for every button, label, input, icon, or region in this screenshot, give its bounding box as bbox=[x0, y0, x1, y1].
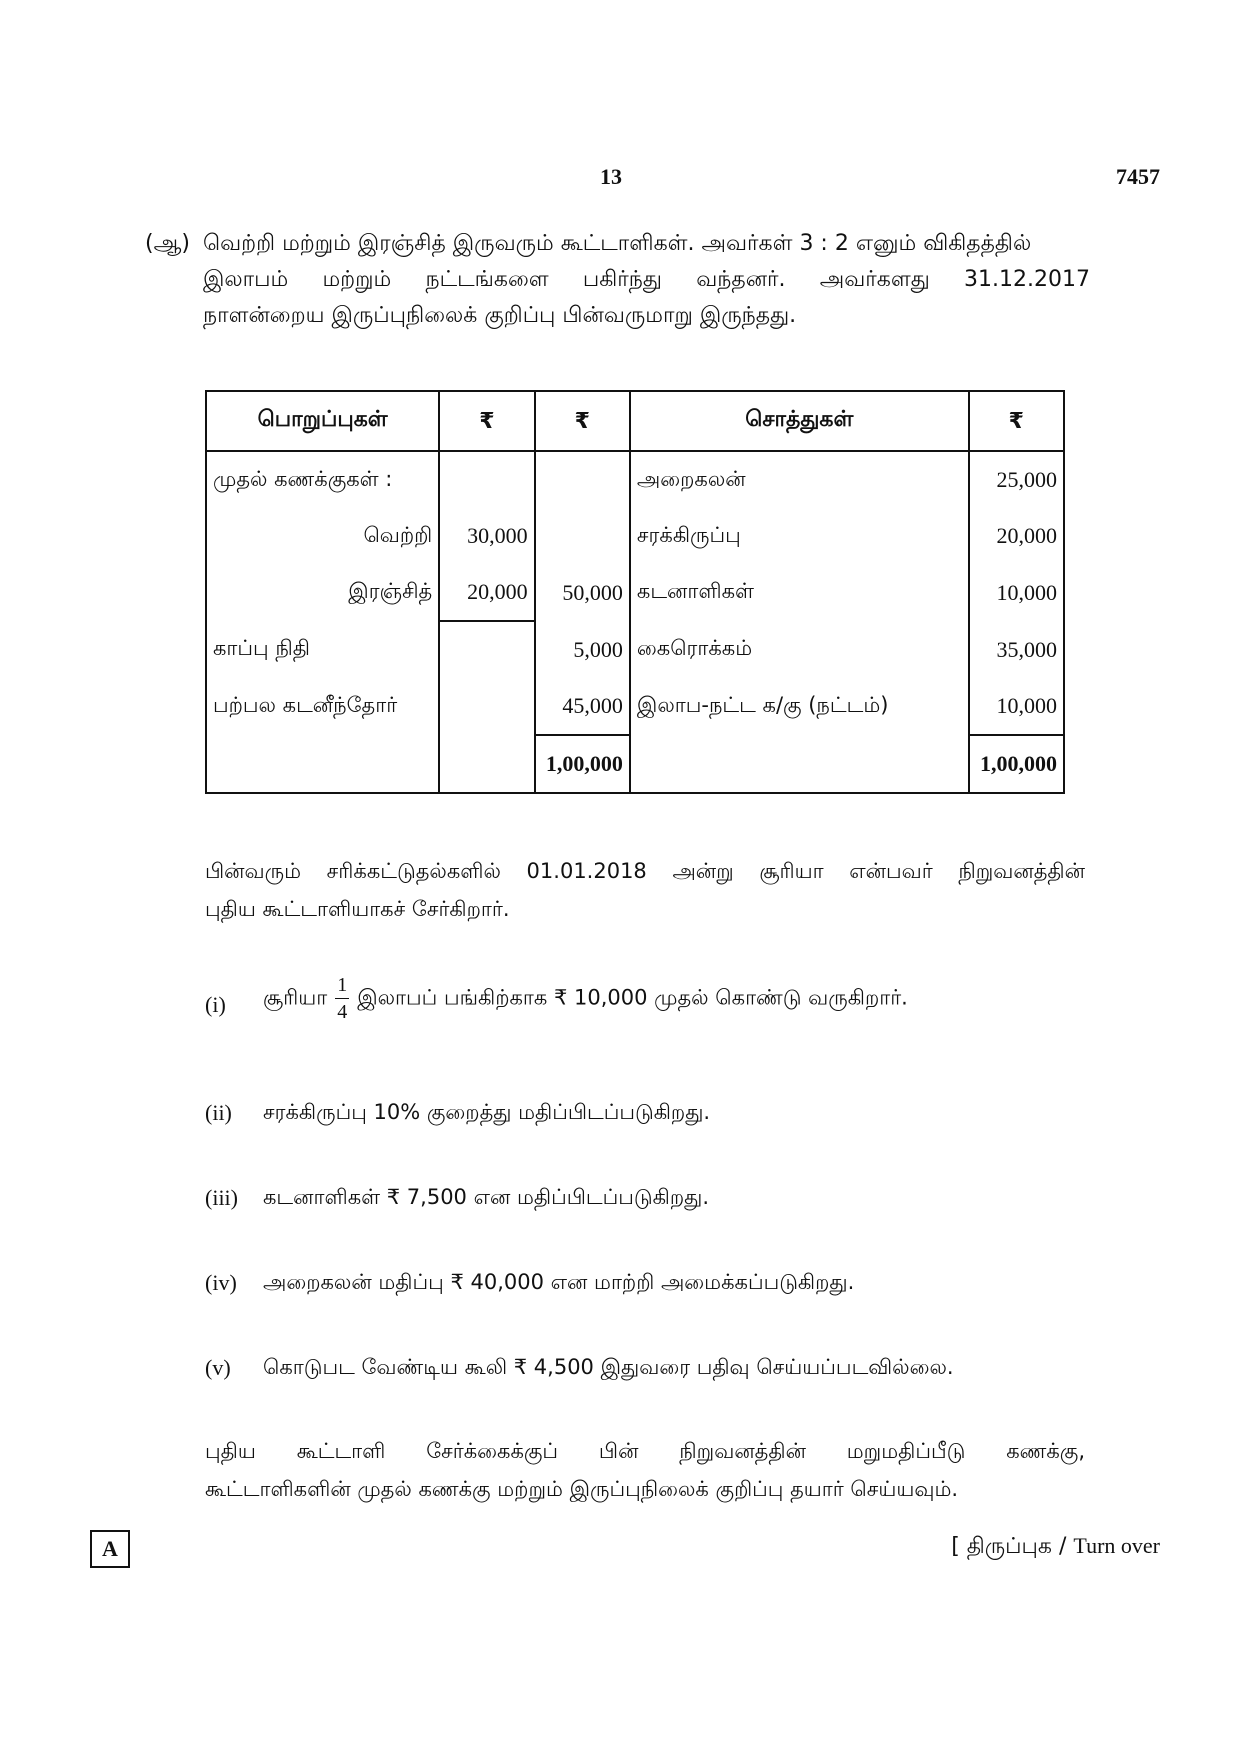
liability-cell: இரஞ்சித் bbox=[206, 564, 439, 621]
turn-over-english: Turn over bbox=[1073, 1533, 1160, 1558]
header-rupee-3: ₹ bbox=[969, 391, 1064, 451]
adjustment-text-before: சூரியா bbox=[263, 985, 328, 1010]
adjustment-text: அறைகலன் மதிப்பு ₹ 40,000 என மாற்றி அமைக்கப்படுகிறது. bbox=[263, 1270, 855, 1294]
asset-cell: கைரொக்கம் bbox=[630, 621, 969, 678]
asset-cell: அறைகலன் bbox=[630, 451, 969, 508]
adjustment-text bbox=[263, 972, 908, 1025]
asset-amount-cell: 20,000 bbox=[996, 523, 1057, 548]
table-row bbox=[206, 564, 1064, 621]
table-total-row bbox=[206, 735, 1064, 793]
fraction-numerator: 1 bbox=[335, 972, 349, 999]
asset-cell: சரக்கிருப்பு bbox=[630, 508, 969, 564]
page-number: 13 bbox=[600, 164, 622, 189]
header-assets: சொத்துகள் bbox=[630, 391, 969, 451]
fraction-denominator: 4 bbox=[337, 1001, 348, 1023]
instruction-line-1: புதிய கூட்டாளி சேர்க்கைக்குப் பின் நிறுவனத்தின் மறுமதிப்பீடு கணக்கு, bbox=[205, 1439, 1085, 1463]
liability-cell: முதல் கணக்குகள் : bbox=[206, 451, 439, 508]
header-rupee-1: ₹ bbox=[439, 391, 534, 451]
asset-amount-cell: 25,000 bbox=[996, 467, 1057, 492]
adjustment-text: சரக்கிருப்பு 10% குறைத்து மதிப்பிடப்படுகிறது. bbox=[263, 1100, 711, 1124]
table-row bbox=[206, 508, 1064, 564]
intro-line-2: இலாபம் மற்றும் நட்டங்களை பகிர்ந்து வந்தனர். அவர்களது 31.12.2017 bbox=[203, 267, 1090, 292]
asset-cell: கடனாளிகள் bbox=[630, 564, 969, 621]
amount-cell: 50,000 bbox=[535, 564, 630, 621]
paper-code: 7457 bbox=[1116, 164, 1160, 189]
asset-amount-cell: 10,000 bbox=[996, 579, 1057, 605]
empty-cell bbox=[630, 735, 969, 793]
adjustment-text: கடனாளிகள் ₹ 7,500 என மதிப்பிடப்படுகிறது. bbox=[263, 1185, 709, 1209]
intro-line-1: வெற்றி மற்றும் இரஞ்சித் இருவரும் கூட்டாளிகள். அவர்கள் 3 : 2 எனும் விகிதத்தில் bbox=[203, 231, 1032, 256]
empty-cell bbox=[439, 735, 534, 793]
liability-cell: வெற்றி bbox=[206, 508, 439, 564]
table-row bbox=[206, 678, 1064, 735]
total-assets: 1,00,000 bbox=[980, 751, 1057, 776]
amount-cell bbox=[439, 451, 534, 508]
table-header-row bbox=[206, 391, 1064, 451]
amount-cell: 5,000 bbox=[535, 621, 630, 678]
amount-cell: 20,000 bbox=[439, 564, 534, 621]
amount-cell: 45,000 bbox=[535, 678, 630, 735]
adjustment-label: (i) bbox=[205, 992, 226, 1017]
turn-over-note bbox=[951, 1533, 1160, 1562]
admission-line-2: புதிய கூட்டாளியாகச் சேர்கிறார். bbox=[205, 897, 510, 921]
table-row bbox=[206, 451, 1064, 508]
fraction bbox=[335, 972, 349, 1025]
series-box: A bbox=[90, 1530, 130, 1568]
header-rupee-2: ₹ bbox=[535, 391, 630, 451]
adjustment-label: (iii) bbox=[205, 1185, 238, 1210]
amount-cell bbox=[535, 451, 630, 508]
amount-cell bbox=[535, 508, 630, 564]
adjustment-label: (ii) bbox=[205, 1100, 232, 1125]
turn-over-tamil: [ திருப்புக / bbox=[951, 1534, 1067, 1559]
amount-cell bbox=[439, 621, 534, 678]
asset-cell: இலாப-நட்ட க/கு (நட்டம்) bbox=[630, 678, 969, 735]
intro-line-3: நாளன்றைய இருப்புநிலைக் குறிப்பு பின்வருமாறு இருந்தது. bbox=[203, 303, 797, 328]
adjustment-text: கொடுபட வேண்டிய கூலி ₹ 4,500 இதுவரை பதிவு செய்யப்படவில்லை. bbox=[263, 1355, 954, 1379]
adjustment-label: (v) bbox=[205, 1355, 231, 1380]
admission-line-1: பின்வரும் சரிக்கட்டுதல்களில் 01.01.2018 அன்று சூரியா என்பவர் நிறுவனத்தின் bbox=[205, 859, 1085, 883]
asset-amount-cell: 10,000 bbox=[969, 678, 1064, 735]
asset-amount-cell: 35,000 bbox=[996, 636, 1057, 662]
question-label: (ஆ) bbox=[145, 231, 190, 256]
balance-sheet-table bbox=[205, 390, 1065, 794]
adjustment-text-after: இலாபப் பங்கிற்காக ₹ 10,000 முதல் கொண்டு வருகிறார். bbox=[357, 985, 908, 1010]
header-liabilities: பொறுப்புகள் bbox=[206, 391, 439, 451]
amount-cell bbox=[439, 678, 534, 735]
table-row bbox=[206, 621, 1064, 678]
liability-cell: பற்பல கடனீந்தோர் bbox=[206, 678, 439, 735]
empty-cell bbox=[206, 735, 439, 793]
adjustment-label: (iv) bbox=[205, 1270, 237, 1295]
amount-cell: 30,000 bbox=[439, 508, 534, 564]
instruction-line-2: கூட்டாளிகளின் முதல் கணக்கு மற்றும் இருப்புநிலைக் குறிப்பு தயார் செய்யவும். bbox=[205, 1477, 959, 1501]
instruction-paragraph bbox=[205, 1432, 1085, 1508]
admission-paragraph bbox=[205, 852, 1085, 928]
total-liabilities: 1,00,000 bbox=[535, 735, 630, 793]
liability-cell: காப்பு நிதி bbox=[206, 621, 439, 678]
